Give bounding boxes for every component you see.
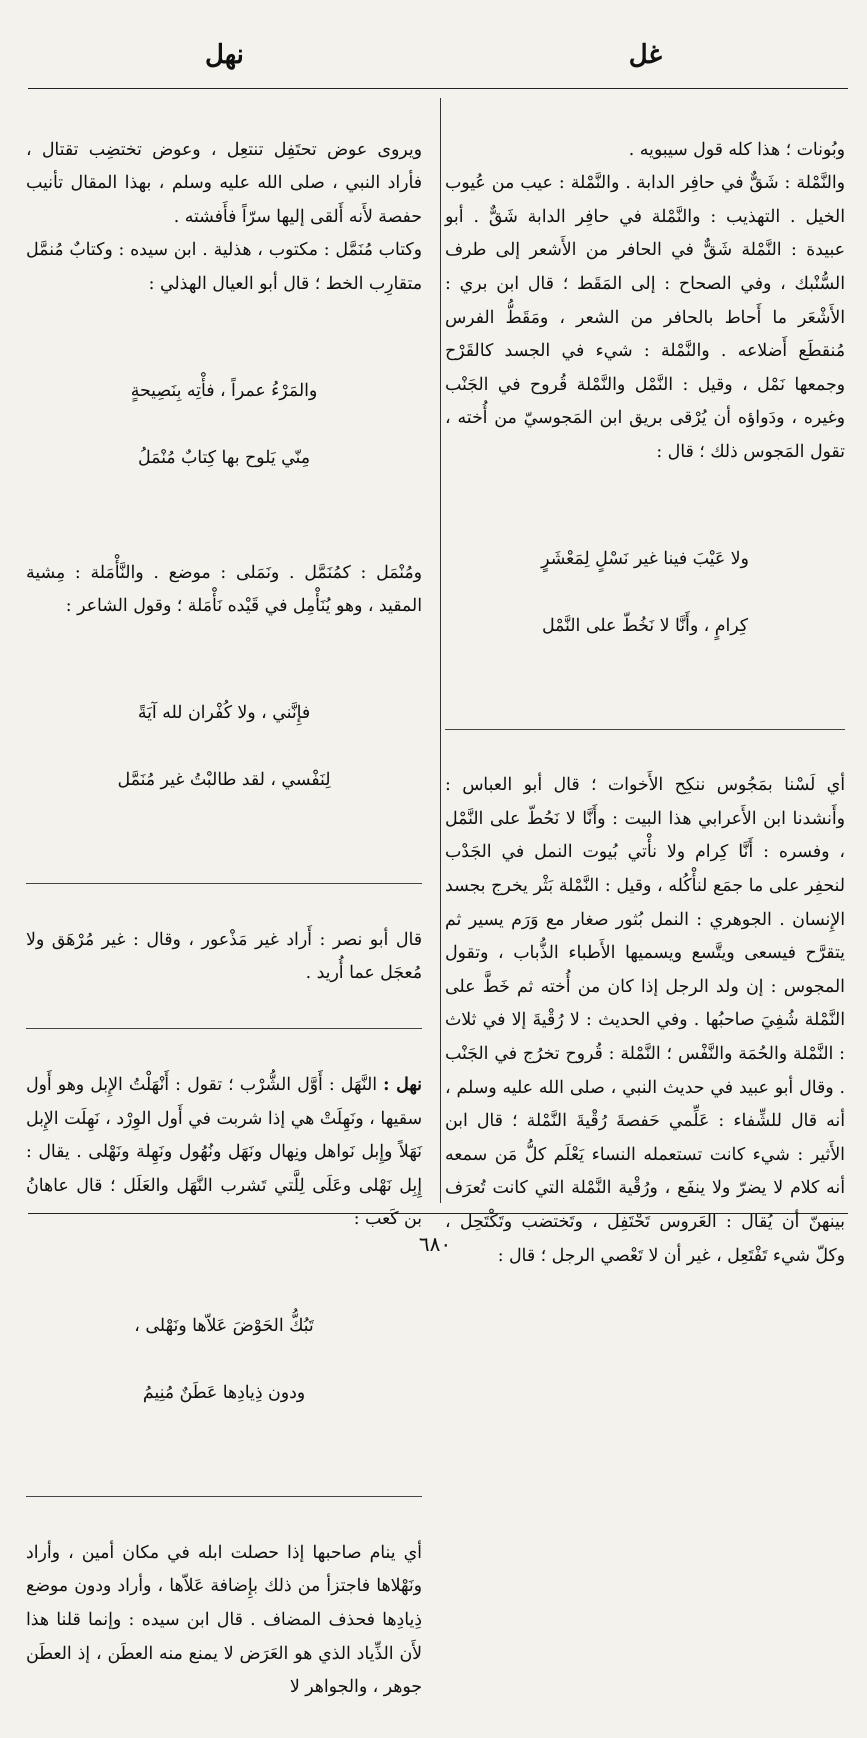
left-paragraph-5: أي ينام صاحبها إذا حصلت ابله في مكان أمين ، وأراد ونَهْلاها فاجتزأ من ذلك بإِضافة عَلاّها ، وأراد ودون موضع ذِيادِها فحذف المضاف . قال ابن سيده : وإنما قلنا هذا لأَن الذِّياد الذي هو العَرَض لا يمنع منه العطَن ، إذ العطَن جوهر ، والجواهر لا: [26, 1542, 422, 1698]
left-paragraph-2: ومُنْمَل : كمُنَمَّل . ونَمَلى : موضع . والنَّأْمَلة : مِشية المقيد ، وهو يُنَأْمِل في قَيْده نَأْمَلة ؛ وقول الشاعر :: [26, 562, 422, 617]
left-verse-1: [26, 341, 422, 509]
left-separator-2: [26, 1028, 422, 1029]
left-separator-3: [26, 1496, 422, 1497]
left-verse-2: [26, 664, 422, 832]
right-headword: غل: [628, 40, 662, 70]
left-headword: نهل: [205, 40, 244, 70]
left-column: [26, 100, 422, 1698]
right-verse-1-hemistich-a: ولا عَيْبَ فينا غير نَسْلٍ لِمَعْشَرٍ: [541, 548, 749, 569]
entry-headword: نهل :: [383, 1075, 422, 1096]
left-verse-3-hemistich-a: تَبُكُّ الحَوْضَ عَلاّها ونَهْلى ،: [134, 1316, 314, 1337]
right-separator: [445, 729, 845, 730]
left-paragraph-1: ويروى عوض تحتَفِل تنتعِل ، وعوض تختضِب تقتال ، فأراد النبي ، صلى الله عليه وسلم ، بهذا المقال تأنيب حفصة لأَنه أَلقى إليها سرّاً فأَفشته . وكتاب مُنَمَّل : مكتوب ، هذلية . ابن سيده : وكتابٌ مُنمَّل متقارِب الخط ؛ قال أبو العيال الهذلي :: [26, 139, 422, 294]
right-verse-1: [445, 509, 845, 677]
left-verse-2-hemistich-b: لِنَفْسي ، لقد طالبْتُ غير مُنَمَّل: [117, 770, 331, 791]
right-verse-1-hemistich-b: كِرامٍ ، وأَنَّا لا نَخُطّ على النَّمْل: [541, 615, 749, 636]
left-separator-1: [26, 883, 422, 884]
left-verse-1-hemistich-b: مِنّي يَلوح بها كِتابٌ مُنْمَلُ: [137, 447, 311, 468]
right-column: [445, 100, 846, 1266]
left-verse-1-hemistich-a: والمَرْءُ عمراً ، فأْتِه بِنَصِيحةٍ: [130, 380, 318, 401]
left-paragraph-3: قال أبو نصر : أَراد غير مَذْعور ، وقال : غير مُرْهَق ولا مُعجَل عما أُريد .: [26, 929, 422, 984]
left-entry-paragraph: [26, 1069, 422, 1237]
top-rule: [28, 88, 848, 89]
right-paragraph-2: أي لَسْنا بمَجُوس ننكِح الأَخوات ؛ قال أبو العباس : وأَنشدنا ابن الأَعرابي هذا البيت : وأَنَّا لا نَحُطّ على النَّمْل ، وفسره : أَنَّا كِرام ولا نأْتي بُيوت النمل في الجَدْب لنحفِر على ما جمَع لنأْكُله ، وقيل : النَّمْلة بَثْر يخرج بجسد الإِنسان . الجوهري : النمل بُثور صغار مع وَرَم يسير ثم يتقرَّح فيسعى ويتَّسع ويسميها الأَطباء الذُّباب ، وتقول المجوس : إن ولد الرجل إذا كان من أُخته ثم خَطَّ على النَّمْلة شُفِيَ صاحبُها . وفي الحديث : لا رُقْيةَ إلا في ثلاث : النَّمْلة والحُمَة والنَّفْس ؛ النَّمْلة : قُروح تخرُج في الجَنْب . وقال أبو عبيد في حديث النبي ، صلى الله عليه وسلم ، أنه قال للشِّفاء : عَلِّمي حَفصةَ رُقْيةَ النَّمْلة ؛ قال ابن الأَثير : شيء كانت تستعمله النساء يَعْلَم كلُّ مَن سمعه أنه كلام لا يضرّ ولا ينفَع ، ورُقْية النَّمْلة التي كانت تُعرَف بينهنّ أن يُقال : العَروس تَحْتَفِل ، وتَختضب وتَكْتَحِل ، وكلّ شيء تَفْتَعِل ، غير أن لا تَعْصي الرجل ؛ قال :: [445, 775, 846, 1266]
left-verse-3: [26, 1277, 422, 1445]
entry-text: النَّهَل : أَوَّل الشُّرْب ؛ تقول : أَنْهَلْتُ الإِبل وهو أَول سقيها ، ونَهِلَتْ هي إذا شربت في أَول الوِرْد ، نَهِلَت الإِبل نَهَلاً وإِبل نَواهل ونِهال ونَهَل ونُهُول ونَهِلة ونَهْلى . يقال : إِبِل نَهْلى وعَلَى لِلَّتي تَشرب النَّهَل والعَلَل ؛ قال عاهانُ بن كَعب :: [26, 1075, 422, 1230]
right-paragraph-1: وبُونات ؛ هذا كله قول سيبويه . والنَّمْلة : شَقٌّ في حافِر الدابة . والنَّمْلة : عيب من عُيوب الخيل . التهذيب : والنَّمْلة في حافِر الدابة شَقٌّ . أبو عبيدة : النَّمْلة شَقٌّ في الحافر من الأَشعر إلى طرف السُّنْبك ، وفي الصحاح : إلى المَقَط ؛ قال ابن بري : الأَشْعَر ما أَحاط بالحافر من الشعر ، ومَقَطُّ الفرس مُنقطَع أَضلاعه . والنَّمْلة : شيء في الجسد كالقَرْح وجمعها نَمْل ، وقيل : النَّمْل والنَّمْلة قُروح في الجَنْب وغيره ، ودَواؤه أن يُرْقى بريق ابن المَجوسيّ من أُخته ، تقول المَجوس ذلك ؛ قال :: [445, 139, 845, 462]
column-divider: [440, 98, 441, 1203]
left-verse-3-hemistich-b: ودون ذِيادِها عَطَنٌ مُنِيمُ: [142, 1383, 306, 1404]
page-number: ٦٨٠: [418, 1232, 452, 1256]
bottom-rule: [28, 1213, 848, 1214]
left-verse-2-hemistich-a: فإِنَّني ، ولا كُفْران لله آيَةً: [137, 703, 311, 724]
